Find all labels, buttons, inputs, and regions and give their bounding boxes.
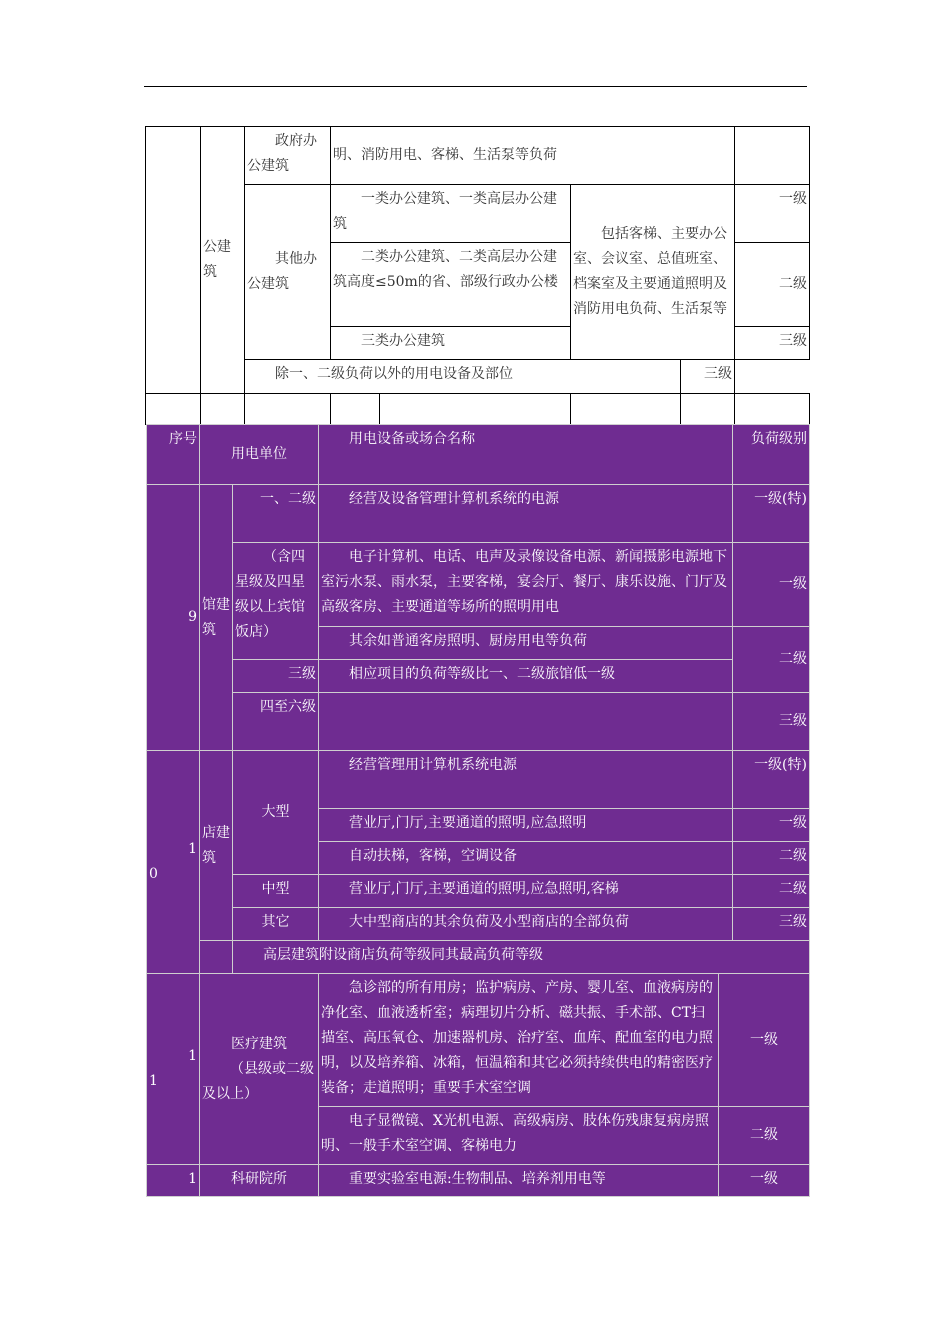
store-row4: 营业厅,门厅,主要通道的照明,应急照明,客梯 (319, 875, 733, 908)
class1-office: 一类办公建筑、一类高层办公建筑 (331, 185, 571, 243)
hotel-no: 9 (147, 485, 200, 751)
empty-cell (200, 941, 233, 974)
store-big (233, 751, 319, 875)
category-cell: 公建筑 (201, 127, 245, 394)
store-row4-level: 二级 (733, 875, 810, 908)
hotel-row1: 经营及设备管理计算机系统的电源 (319, 485, 733, 543)
empty-cell (571, 394, 681, 425)
store-big-label: 大型 (261, 804, 290, 820)
hotel-row3: 其余如普通客房照明、厨房用电等负荷 (319, 627, 733, 660)
hotel-row2-level: 一级 (733, 543, 810, 627)
header-no: 序号 (147, 425, 200, 485)
store-mid: 中型 (233, 875, 319, 908)
store-row1: 经营管理用计算机系统电源 (319, 751, 733, 809)
research-no: 1 (147, 1165, 200, 1197)
store-row1-level: 一级(特) (733, 751, 810, 809)
hospital-type-b: （县级或二级及以上） (202, 1060, 314, 1102)
shared-load-desc: 包括客梯、主要办公室、会议室、总值班室、档案室及主要通道照明及消防用电负荷、生活泵等 (571, 185, 735, 360)
store-row3: 自动扶梯，客梯，空调设备 (319, 842, 733, 875)
hospital-row2: 电子显微镜、X光机电源、高级病房、肢体伤残康复病房照明、一般手术室空调、客梯电力 (319, 1107, 719, 1165)
hospital-row1: 急诊部的所有用房；监护病房、产房、婴儿室、血液病房的净化室、血液透析室；病理切片分析、磁共振、手术部、CT扫描室、高压氧仓、加速器机房、治疗室、血库、配血室的电力照明，以及培养箱、冰箱，恒温箱和其它必须持续供电的精密医疗装备；走道照明；重要手术室空调 (319, 974, 719, 1107)
gov-office-load: 明、消防用电、客梯、生活泵等负荷 (331, 127, 735, 185)
hotel-sub2: 三级 (233, 660, 319, 693)
research-type: 科研院所 (200, 1165, 319, 1197)
class2-office: 二类办公建筑、二类高层办公建筑高度≤50m的省、部级行政办公楼 (331, 243, 571, 327)
main-load-table (146, 424, 810, 1197)
store-no-a: 1 (188, 841, 197, 857)
hospital-row2-level: 二级 (719, 1107, 810, 1165)
empty-cell (146, 394, 201, 425)
hotel-row1-level: 一级(特) (733, 485, 810, 543)
hotel-row34-level: 二级 (733, 627, 810, 693)
except-level: 三级 (681, 360, 735, 394)
hotel-row5 (319, 693, 733, 751)
store-no-b: 0 (149, 866, 158, 882)
header-rule (144, 86, 807, 87)
research-row1-level: 一级 (719, 1165, 810, 1197)
hotel-sub1b: （含四星级及四星级以上宾馆饭店） (233, 543, 319, 660)
store-row2: 营业厅,门厅,主要通道的照明,应急照明 (319, 809, 733, 842)
class2-level: 二级 (735, 243, 810, 327)
hotel-type: 馆建筑 (200, 485, 233, 751)
hospital-type (200, 974, 319, 1165)
header-unit: 用电单位 (200, 425, 319, 485)
office-load-table (145, 126, 810, 425)
hospital-type-a: 医疗建筑 (231, 1035, 287, 1052)
store-row5-level: 三级 (733, 908, 810, 941)
store-row5: 大中型商店的其余负荷及小型商店的全部负荷 (319, 908, 733, 941)
store-row2-level: 一级 (733, 809, 810, 842)
empty-cell (380, 394, 571, 425)
empty-cell (201, 394, 245, 425)
research-row1: 重要实验室电源:生物制品、培养剂用电等 (319, 1165, 719, 1197)
store-other: 其它 (233, 908, 319, 941)
hotel-sub1: 一、二级 (233, 485, 319, 543)
header-level: 负荷级别 (733, 425, 810, 485)
hotel-row4: 相应项目的负荷等级比一、二级旅馆低一级 (319, 660, 733, 693)
gov-office-label: 政府办公建筑 (245, 127, 331, 185)
empty-cell (331, 394, 380, 425)
empty-cell (735, 127, 810, 185)
class3-office: 三类办公建筑 (331, 327, 571, 360)
empty-cell (245, 394, 331, 425)
hospital-no-b: 1 (149, 1073, 158, 1089)
hospital-row1-level: 一级 (719, 974, 810, 1107)
header-equip: 用电设备或场合名称 (319, 425, 733, 485)
class1-level: 一级 (735, 185, 810, 243)
hotel-row5-level: 三级 (733, 693, 810, 751)
hotel-row2: 电子计算机、电话、电声及录像设备电源、新闻摄影电源地下室污水泵、雨水泵，主要客梯，宴会厅、餐厅、康乐设施、门厅及高级客房、主要通道等场所的照明用电 (319, 543, 733, 627)
empty-cell (735, 394, 810, 425)
hospital-no (147, 974, 200, 1165)
empty-cell (146, 127, 201, 394)
hospital-no-a: 1 (188, 1048, 197, 1064)
store-no (147, 751, 200, 974)
store-type: 店建筑 (200, 751, 233, 941)
other-office-label: 其他办公建筑 (245, 185, 331, 360)
class3-level: 三级 (735, 327, 810, 360)
store-row3-level: 二级 (733, 842, 810, 875)
except-row: 除一、二级负荷以外的用电设备及部位 (245, 360, 681, 394)
hotel-sub3: 四至六级 (233, 693, 319, 751)
empty-cell (681, 394, 735, 425)
store-row6: 高层建筑附设商店负荷等级同其最高负荷等级 (233, 941, 810, 974)
